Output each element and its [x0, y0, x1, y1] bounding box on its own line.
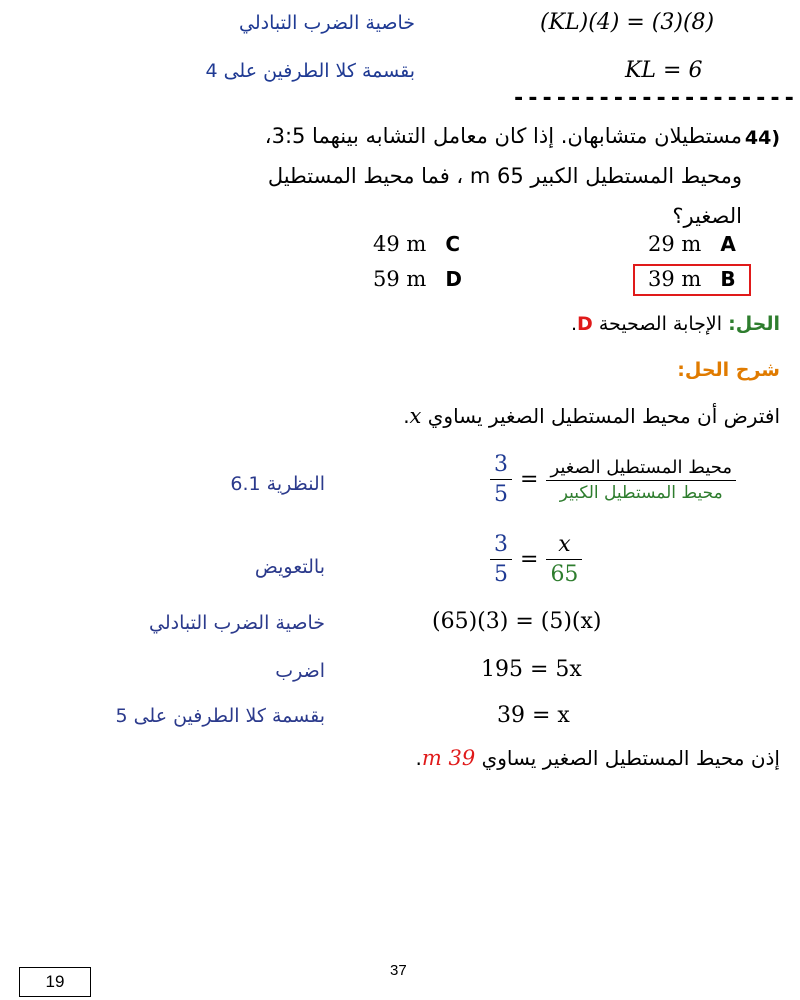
step3-math: (65)(3) = (5)(x) [432, 609, 602, 634]
page-box-number: 19 [45, 972, 65, 991]
answer-period: . [571, 313, 578, 335]
choice-c-value: 49 m [373, 232, 427, 256]
conclusion-line [416, 746, 781, 770]
choice-a[interactable] [648, 232, 736, 256]
fraction-bar [490, 559, 512, 560]
answer-letter: D [577, 313, 593, 335]
assume-period: . [403, 404, 410, 428]
step2-rhs-fraction [546, 532, 582, 587]
fraction-bar [546, 480, 736, 481]
step1-words-top: محيط المستطيل الصغير [550, 456, 733, 478]
choice-a-letter: A [720, 232, 736, 256]
step2-lhs-bottom: 5 [494, 562, 508, 587]
top-row1-math: (KL)(4) = (3)(8) [540, 10, 715, 35]
top-row1-label: خاصية الضرب التبادلي [239, 12, 415, 34]
step2-rhs-bottom: 65 [550, 562, 579, 587]
step2-label: بالتعويض [254, 556, 325, 578]
answer-line [571, 313, 780, 335]
assume-line [403, 404, 780, 428]
page-box [19, 967, 91, 997]
equals-sign: = [520, 467, 539, 492]
step2-equation [490, 532, 582, 587]
step2-lhs-fraction [490, 532, 512, 587]
choice-b-value: 39 m [648, 267, 702, 291]
top-row2-label: بقسمة كلا الطرفين على 4 [205, 60, 415, 82]
conclusion-value: 39 m [421, 746, 476, 770]
step1-fraction-words [546, 457, 736, 503]
step1-frac-bottom: 5 [494, 482, 508, 507]
step1-label: النظرية 6.1 [230, 473, 325, 495]
explain-title: شرح الحل: [677, 359, 780, 381]
fraction-bar [546, 559, 582, 560]
step1-fraction-numeric [490, 452, 512, 507]
choice-a-value: 29 m [648, 232, 702, 256]
choice-b-letter: B [720, 267, 736, 291]
answer-text: الإجابة الصحيحة [598, 313, 723, 335]
step5-math: 39 = x [497, 703, 570, 728]
assume-text: افترض أن محيط المستطيل الصغير يساوي [427, 404, 780, 428]
step4-math: 195 = 5x [481, 657, 582, 682]
choice-c-letter: C [445, 232, 461, 256]
choice-c[interactable] [373, 232, 460, 256]
step1-words-bottom: محيط المستطيل الكبير [559, 482, 723, 503]
step1-frac-top: 3 [494, 452, 508, 477]
choice-d-value: 59 m [373, 267, 427, 291]
question-line2: ومحيط المستطيل الكبير 65 m ، فما محيط المستطيل [267, 164, 742, 188]
step1-equation [490, 452, 736, 507]
fraction-bar [490, 479, 512, 480]
answer-label: الحل: [728, 313, 780, 335]
step4-label: اضرب [275, 660, 325, 682]
choice-d[interactable] [373, 267, 462, 291]
page-number: 37 [390, 962, 407, 979]
choice-d-letter: D [445, 267, 463, 291]
step2-lhs-top: 3 [494, 532, 508, 557]
question-number: 44) [744, 127, 780, 149]
equals-sign: = [520, 547, 539, 572]
conclusion-text: إذن محيط المستطيل الصغير يساوي [481, 746, 780, 770]
choice-b[interactable] [648, 267, 736, 291]
step5-label: بقسمة كلا الطرفين على 5 [115, 705, 325, 727]
step3-label: خاصية الضرب التبادلي [149, 612, 325, 634]
separator-line: -------------------- [512, 86, 797, 111]
assume-var: x [409, 404, 422, 428]
step2-rhs-top: x [558, 532, 571, 557]
question-line1: مستطيلان متشابهان. إذا كان معامل التشابه بينهما 3:5، [264, 124, 742, 148]
question-line3: الصغير؟ [672, 204, 742, 228]
top-row2-math: KL = 6 [625, 58, 703, 83]
conclusion-period: . [415, 746, 422, 770]
